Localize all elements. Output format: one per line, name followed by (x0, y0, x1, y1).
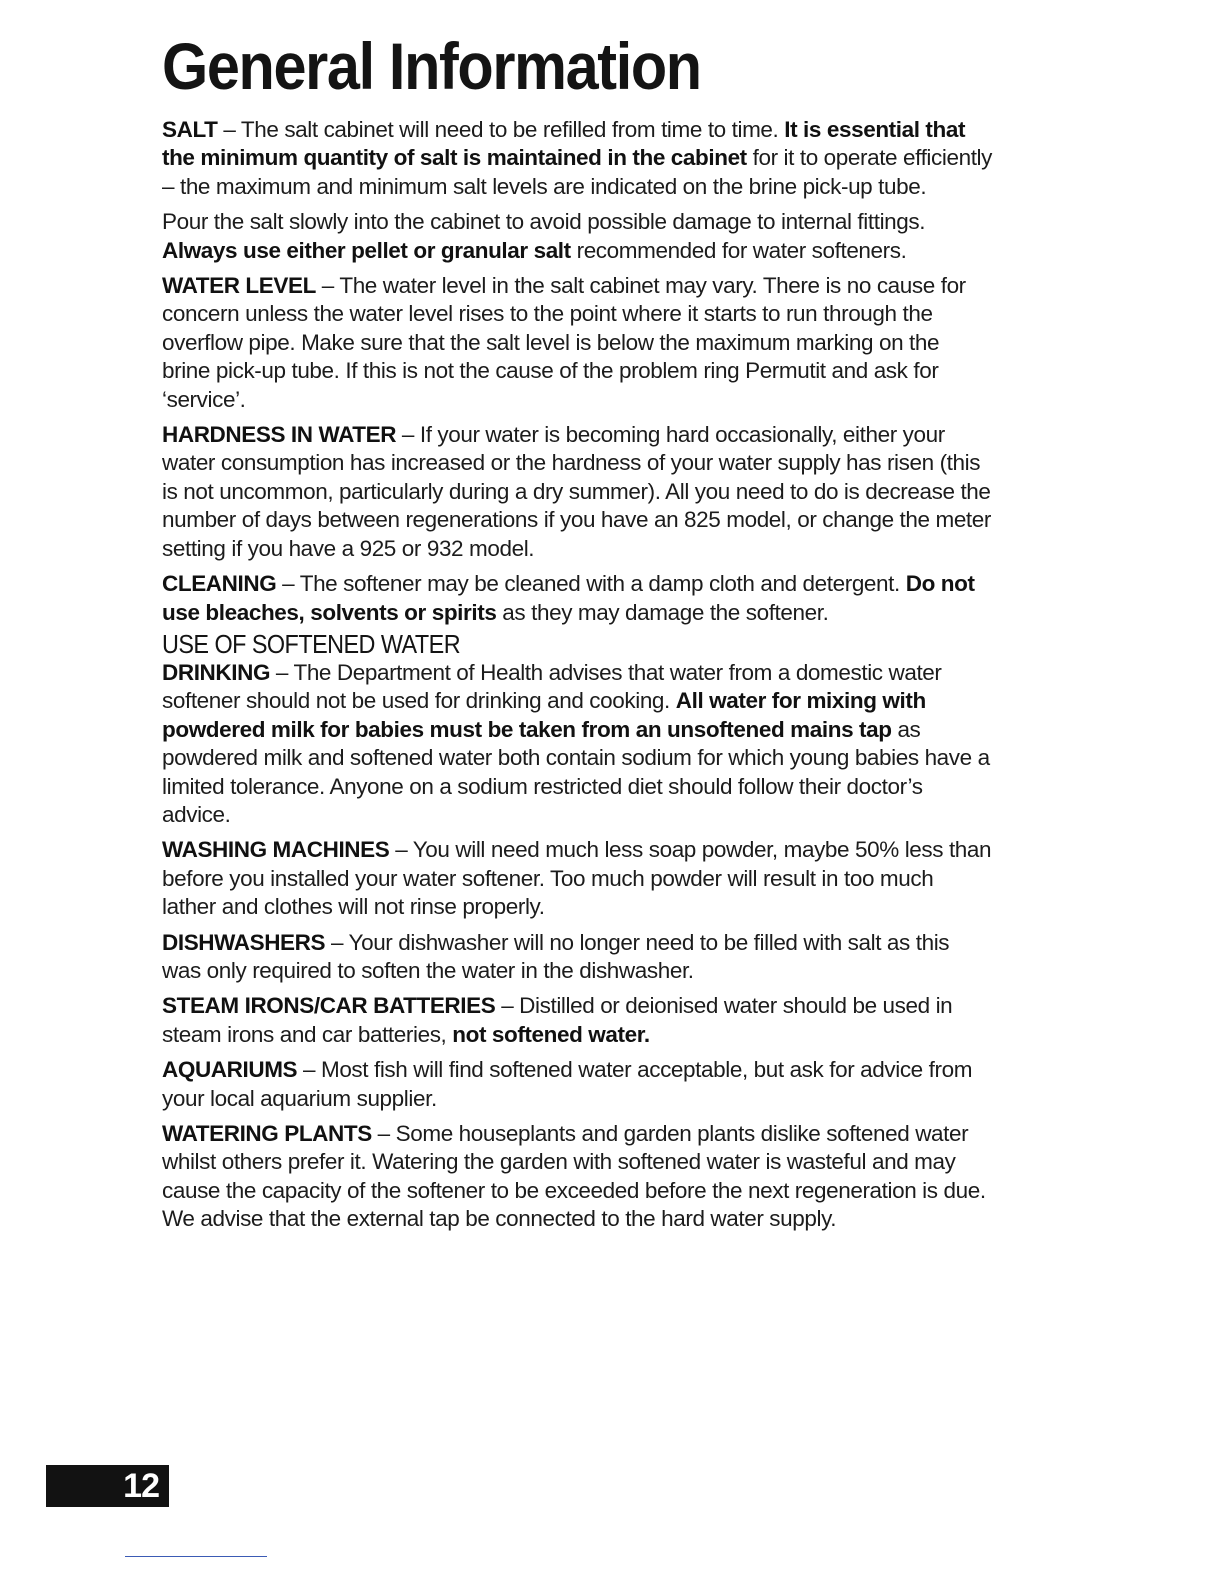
salt-label: SALT (162, 117, 218, 142)
water-level-label: WATER LEVEL (162, 273, 316, 299)
plants-text: – Some houseplants and garden plants dislike softened water whilst others prefer it. Watering the garden with softened water is wasteful and may cause the capacity of the softener to be exceeded before the next regeneration is due. We advise that the external tap be connected to the hard water supply. (162, 1121, 986, 1232)
paragraph-salt (162, 116, 992, 201)
page-number: 12 (123, 1467, 159, 1505)
pour-bold: Always use either pellet or granular salt (162, 237, 571, 263)
steam-bold: not softened water. (452, 1021, 650, 1047)
pour-text: Pour the salt slowly into the cabinet to avoid possible damage to internal fittings. (162, 209, 926, 235)
paragraph-drinking (162, 659, 992, 829)
paragraph-steam-irons (162, 992, 992, 1049)
footer-rule (125, 1556, 267, 1557)
hardness-label: HARDNESS IN WATER (162, 422, 397, 448)
pour-text-2: recommended for water softeners. (570, 237, 907, 263)
drinking-bold: All water for mixing with powdered milk for babies must be taken from an unsoftened mains tap (162, 688, 926, 742)
document-body (162, 116, 992, 1241)
washing-text: – You will need much less soap powder, maybe 50% less than before you installed your water softener. Too much powder will result in too much lather and clothes will not rinse properly. (162, 837, 992, 920)
aquariums-label: AQUARIUMS (162, 1057, 298, 1083)
paragraph-aquariums (162, 1056, 992, 1113)
dishwashers-text: – Your dishwasher will no longer need to be filled with salt as this was only required to soften the water in the dishwasher. (162, 929, 950, 983)
water-level-text: – The water level in the salt cabinet may vary. There is no cause for concern unless the water level rises to the point where it starts to run through the overflow pipe. Make sure that the salt level is below the maximum marking on the brine pick-up tube. If this is not the cause of the problem ring Permutit and ask for ‘service’. (162, 273, 966, 412)
page-title: General Information (162, 29, 701, 103)
salt-text: – The salt cabinet will need to be refilled from time to time. (217, 117, 785, 142)
paragraph-cleaning (162, 570, 992, 627)
washing-label: WASHING MACHINES (162, 837, 390, 863)
steam-text: – Distilled or deionised water should be used in steam irons and car batteries, (162, 993, 953, 1047)
paragraph-watering-plants (162, 1120, 992, 1234)
drinking-text: – The Department of Health advises that water from a domestic water softener should not be used for drinking and cooking. (162, 659, 942, 714)
section-heading-softened-water: USE OF SOFTENED WATER (162, 628, 461, 659)
page-number-badge (46, 1465, 169, 1507)
cleaning-text-2: as they may damage the softener. (496, 599, 829, 625)
plants-label: WATERING PLANTS (162, 1121, 372, 1146)
cleaning-label: CLEANING (162, 571, 277, 597)
paragraph-hardness (162, 421, 992, 563)
cleaning-bold: Do not use bleaches, solvents or spirits (162, 571, 975, 625)
aquariums-text: – Most fish will find softened water acceptable, but ask for advice from your local aquarium supplier. (162, 1057, 973, 1111)
cleaning-text: – The softener may be cleaned with a damp cloth and detergent. (276, 571, 906, 597)
salt-text-2: for it to operate efficiently – the maximum and minimum salt levels are indicated on the brine pick-up tube. (162, 145, 993, 199)
salt-bold: It is essential that the minimum quantity of salt is maintained in the cabinet (162, 117, 966, 171)
steam-label: STEAM IRONS/CAR BATTERIES (162, 993, 496, 1019)
dishwashers-label: DISHWASHERS (162, 929, 326, 955)
drinking-label: DRINKING (162, 659, 271, 685)
drinking-text-2: as powdered milk and softened water both contain sodium for which young babies have a limited tolerance. Anyone on a sodium restricted diet should follow their doctor’s advice. (162, 716, 990, 827)
paragraph-washing-machines (162, 836, 992, 921)
paragraph-pour-salt (162, 208, 992, 265)
hardness-text: – If your water is becoming hard occasionally, either your water consumption has increased or the hardness of your water supply has risen (this is not uncommon, particularly during a dry summer). All you need to do is decrease the number of days between regenerations if you have an 825 model, or change the meter setting if you have a 925 or 932 model. (162, 422, 991, 561)
paragraph-dishwashers (162, 929, 992, 986)
paragraph-water-level (162, 272, 992, 414)
